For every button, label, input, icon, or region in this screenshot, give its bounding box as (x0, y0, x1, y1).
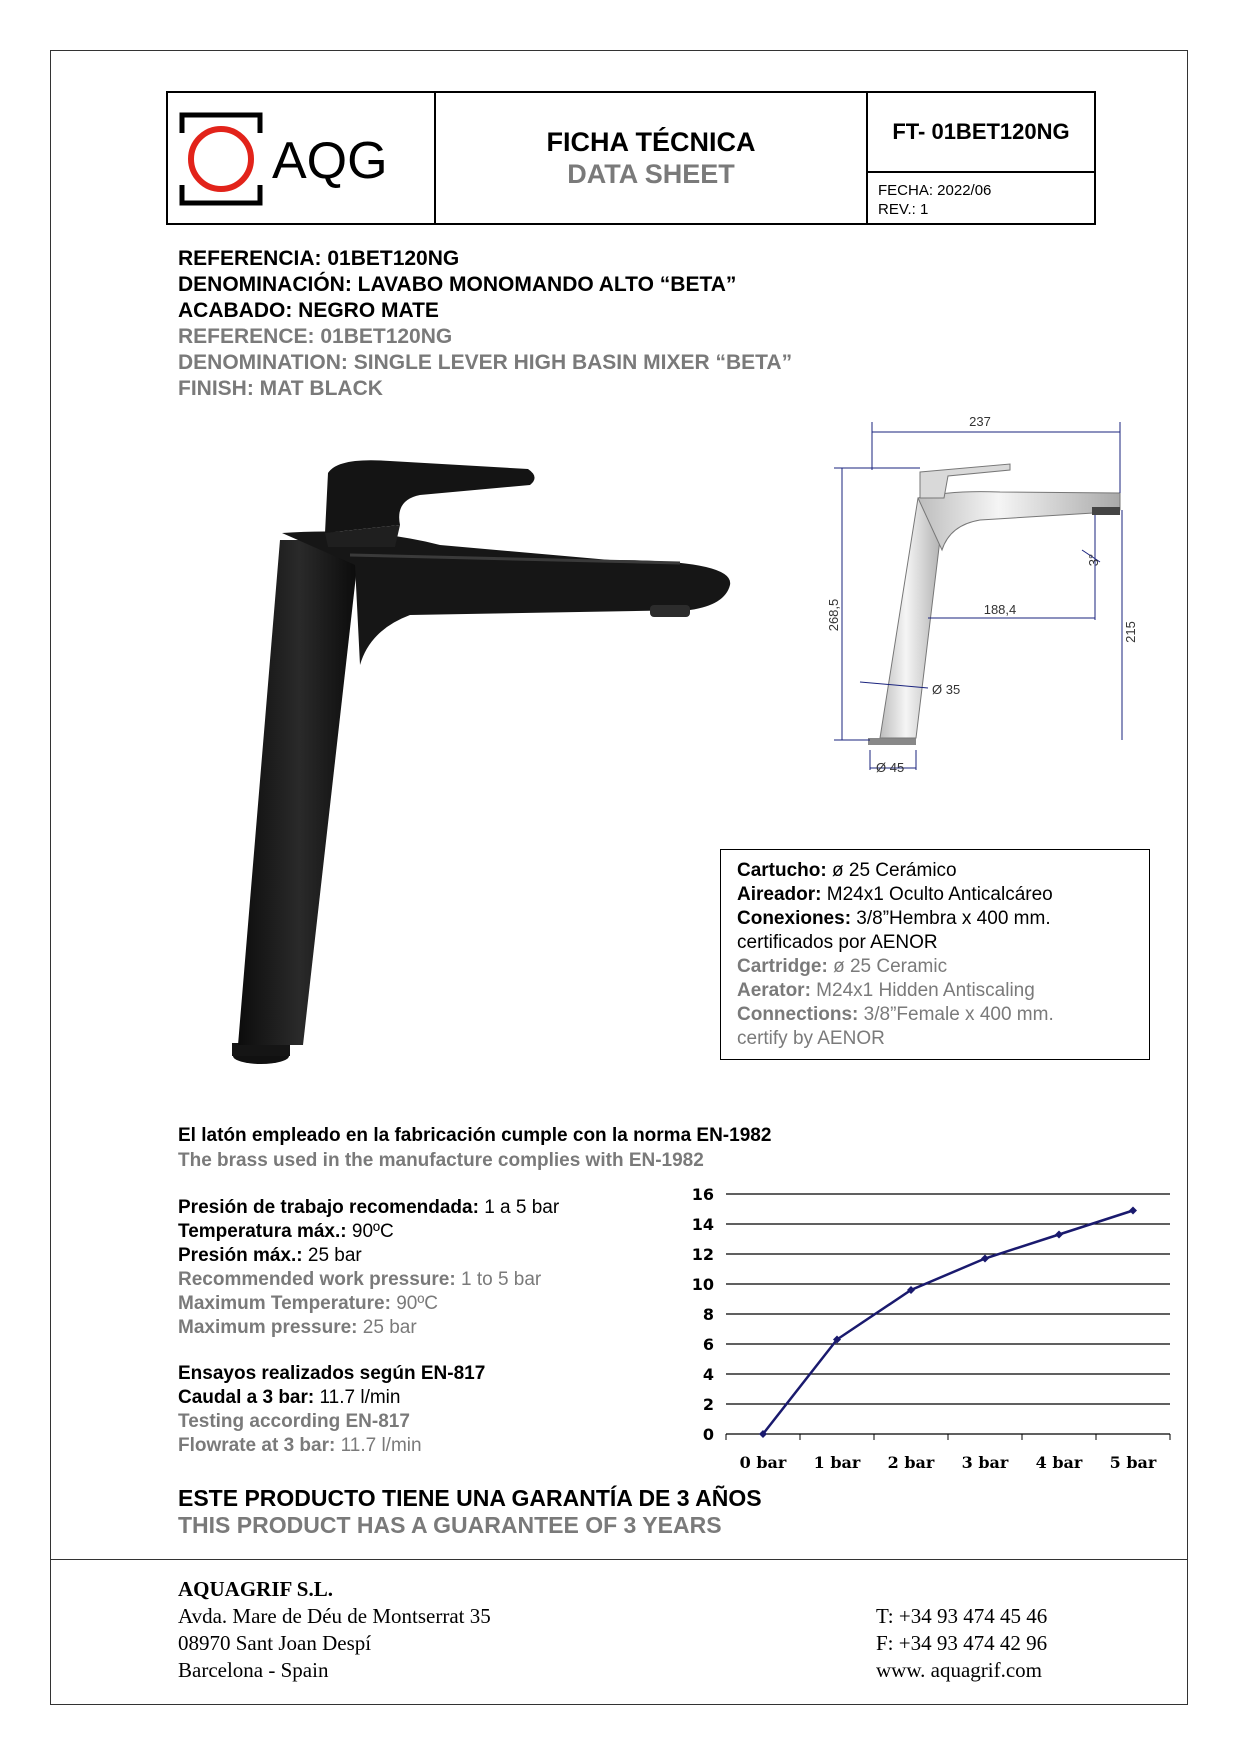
footer-contact (876, 1603, 1047, 1684)
brass-en: The brass used in the manufacture complies with EN-1982 (178, 1150, 704, 1171)
y-tick-label: 4 (702, 1365, 714, 1384)
y-tick-label: 14 (691, 1215, 714, 1234)
x-tick-label: 4 bar (1035, 1453, 1083, 1472)
sheet-meta (868, 173, 1094, 219)
work-es-value: 1 a 5 bar (478, 1197, 560, 1218)
ref-es-1: DENOMINACIÓN: LAVABO MONOMANDO ALTO “BETA” (178, 273, 737, 296)
temp-en-label: Maximum Temperature: (178, 1293, 391, 1314)
y-tick-label: 6 (702, 1335, 714, 1354)
ref-en-1: DENOMINATION: SINGLE LEVER HIGH BASIN MIXER “BETA” (178, 351, 793, 374)
aqg-logo (168, 93, 436, 223)
cartucho-value: ø 25 Cerámico (826, 860, 957, 881)
header-reference (868, 93, 1094, 223)
y-tick-label: 2 (702, 1395, 714, 1414)
logo-text: AQG (272, 132, 388, 190)
flow-en-label: Flowrate at 3 bar: (178, 1435, 336, 1456)
y-tick-label: 0 (702, 1425, 714, 1444)
address-line-2: 08970 Sant Joan Despí (178, 1631, 372, 1655)
aerator-label: Aerator: (737, 980, 811, 1001)
cartridge-value: ø 25 Ceramic (827, 956, 948, 977)
guarantee-en: THIS PRODUCT HAS A GUARANTEE OF 3 YEARS (178, 1512, 722, 1538)
tests-block (178, 1362, 485, 1458)
website[interactable]: www. aquagrif.com (876, 1658, 1043, 1682)
guarantee-es: ESTE PRODUCTO TIENE UNA GARANTÍA DE 3 AÑOS (178, 1485, 762, 1511)
work-en-label: Recommended work pressure: (178, 1269, 456, 1290)
ref-en-0: REFERENCE: 01BET120NG (178, 325, 453, 348)
technical-drawing (820, 410, 1140, 790)
connections-cont: certify by AENOR (737, 1028, 885, 1049)
connections-label: Connections: (737, 1004, 859, 1025)
aireador-label: Aireador: (737, 884, 822, 905)
conexiones-cont: certificados por AENOR (737, 932, 938, 953)
temp-es-label: Temperatura máx.: (178, 1221, 347, 1242)
max-en-label: Maximum pressure: (178, 1317, 358, 1338)
header (166, 91, 1096, 225)
connections-value: 3/8”Female x 400 mm. (858, 1004, 1054, 1025)
ens-en: Testing according EN-817 (178, 1411, 410, 1432)
title-es: FICHA TÉCNICA (546, 127, 756, 157)
work-es-label: Presión de trabajo recomendada: (178, 1197, 479, 1218)
phone: T: +34 93 474 45 46 (876, 1604, 1048, 1628)
header-title (436, 93, 868, 223)
pressure-block (178, 1196, 559, 1340)
max-es-value: 25 bar (302, 1245, 362, 1266)
x-tick-label: 5 bar (1109, 1453, 1157, 1472)
data-point (1129, 1207, 1137, 1215)
conexiones-value: 3/8”Hembra x 400 mm. (851, 908, 1051, 929)
dim-angle: 3° (1086, 553, 1101, 567)
footer-address (178, 1576, 491, 1684)
x-tick-label: 0 bar (739, 1453, 787, 1472)
footer-divider (50, 1559, 1188, 1560)
x-tick-label: 1 bar (813, 1453, 861, 1472)
ref-es-2: ACABADO: NEGRO MATE (178, 299, 439, 322)
sheet-rev: REV.: 1 (878, 201, 929, 218)
ref-en-2: FINISH: MAT BLACK (178, 377, 383, 400)
faucet-photo (210, 455, 750, 1075)
dim-188: 188,4 (983, 602, 1017, 617)
address-line-1: Avda. Mare de Déu de Montserrat 35 (178, 1604, 491, 1628)
x-tick-label: 3 bar (961, 1453, 1009, 1472)
max-en-value: 25 bar (357, 1317, 417, 1338)
data-point (1055, 1231, 1063, 1239)
ref-es-0: REFERENCIA: 01BET120NG (178, 247, 460, 270)
max-es-label: Presión máx.: (178, 1245, 303, 1266)
reference-block (178, 246, 792, 402)
dim-dia35: Ø 35 (932, 682, 961, 697)
company-name: AQUAGRIF S.L. (178, 1577, 333, 1601)
fax: F: +34 93 474 42 96 (876, 1631, 1048, 1655)
flow-chart (680, 1184, 1180, 1474)
guarantee (178, 1485, 762, 1539)
aireador-value: M24x1 Oculto Anticalcáreo (821, 884, 1053, 905)
y-tick-label: 12 (691, 1245, 714, 1264)
work-en-value: 1 to 5 bar (455, 1269, 542, 1290)
temp-en-value: 90ºC (390, 1293, 439, 1314)
flow-es-value: 11.7 l/min (314, 1387, 401, 1408)
address-line-3: Barcelona - Spain (178, 1658, 329, 1682)
dim-dia45: Ø 45 (876, 760, 905, 775)
title-en: DATA SHEET (567, 159, 735, 189)
dim-268: 268,5 (826, 598, 841, 632)
dim-237: 237 (969, 414, 991, 429)
cartridge-label: Cartridge: (737, 956, 828, 977)
y-tick-label: 16 (691, 1185, 714, 1204)
ens-es: Ensayos realizados según EN-817 (178, 1363, 486, 1384)
flow-en-value: 11.7 l/min (335, 1435, 422, 1456)
data-point (981, 1255, 989, 1263)
conexiones-label: Conexiones: (737, 908, 852, 929)
brass-es: El latón empleado en la fabricación cumple con la norma EN-1982 (178, 1125, 772, 1146)
x-tick-label: 2 bar (887, 1453, 935, 1472)
specs-box (720, 849, 1150, 1060)
brass-note (178, 1123, 771, 1173)
dim-215: 215 (1123, 621, 1138, 643)
sheet-date: FECHA: 2022/06 (878, 182, 992, 199)
y-tick-label: 10 (691, 1275, 714, 1294)
cartucho-label: Cartucho: (737, 860, 827, 881)
flow-es-label: Caudal a 3 bar: (178, 1387, 315, 1408)
aerator-value: M24x1 Hidden Antiscaling (810, 980, 1035, 1001)
sheet-code: FT- 01BET120NG (868, 93, 1094, 173)
y-tick-label: 8 (702, 1305, 714, 1324)
temp-es-value: 90ºC (346, 1221, 394, 1242)
series-line (763, 1211, 1133, 1435)
